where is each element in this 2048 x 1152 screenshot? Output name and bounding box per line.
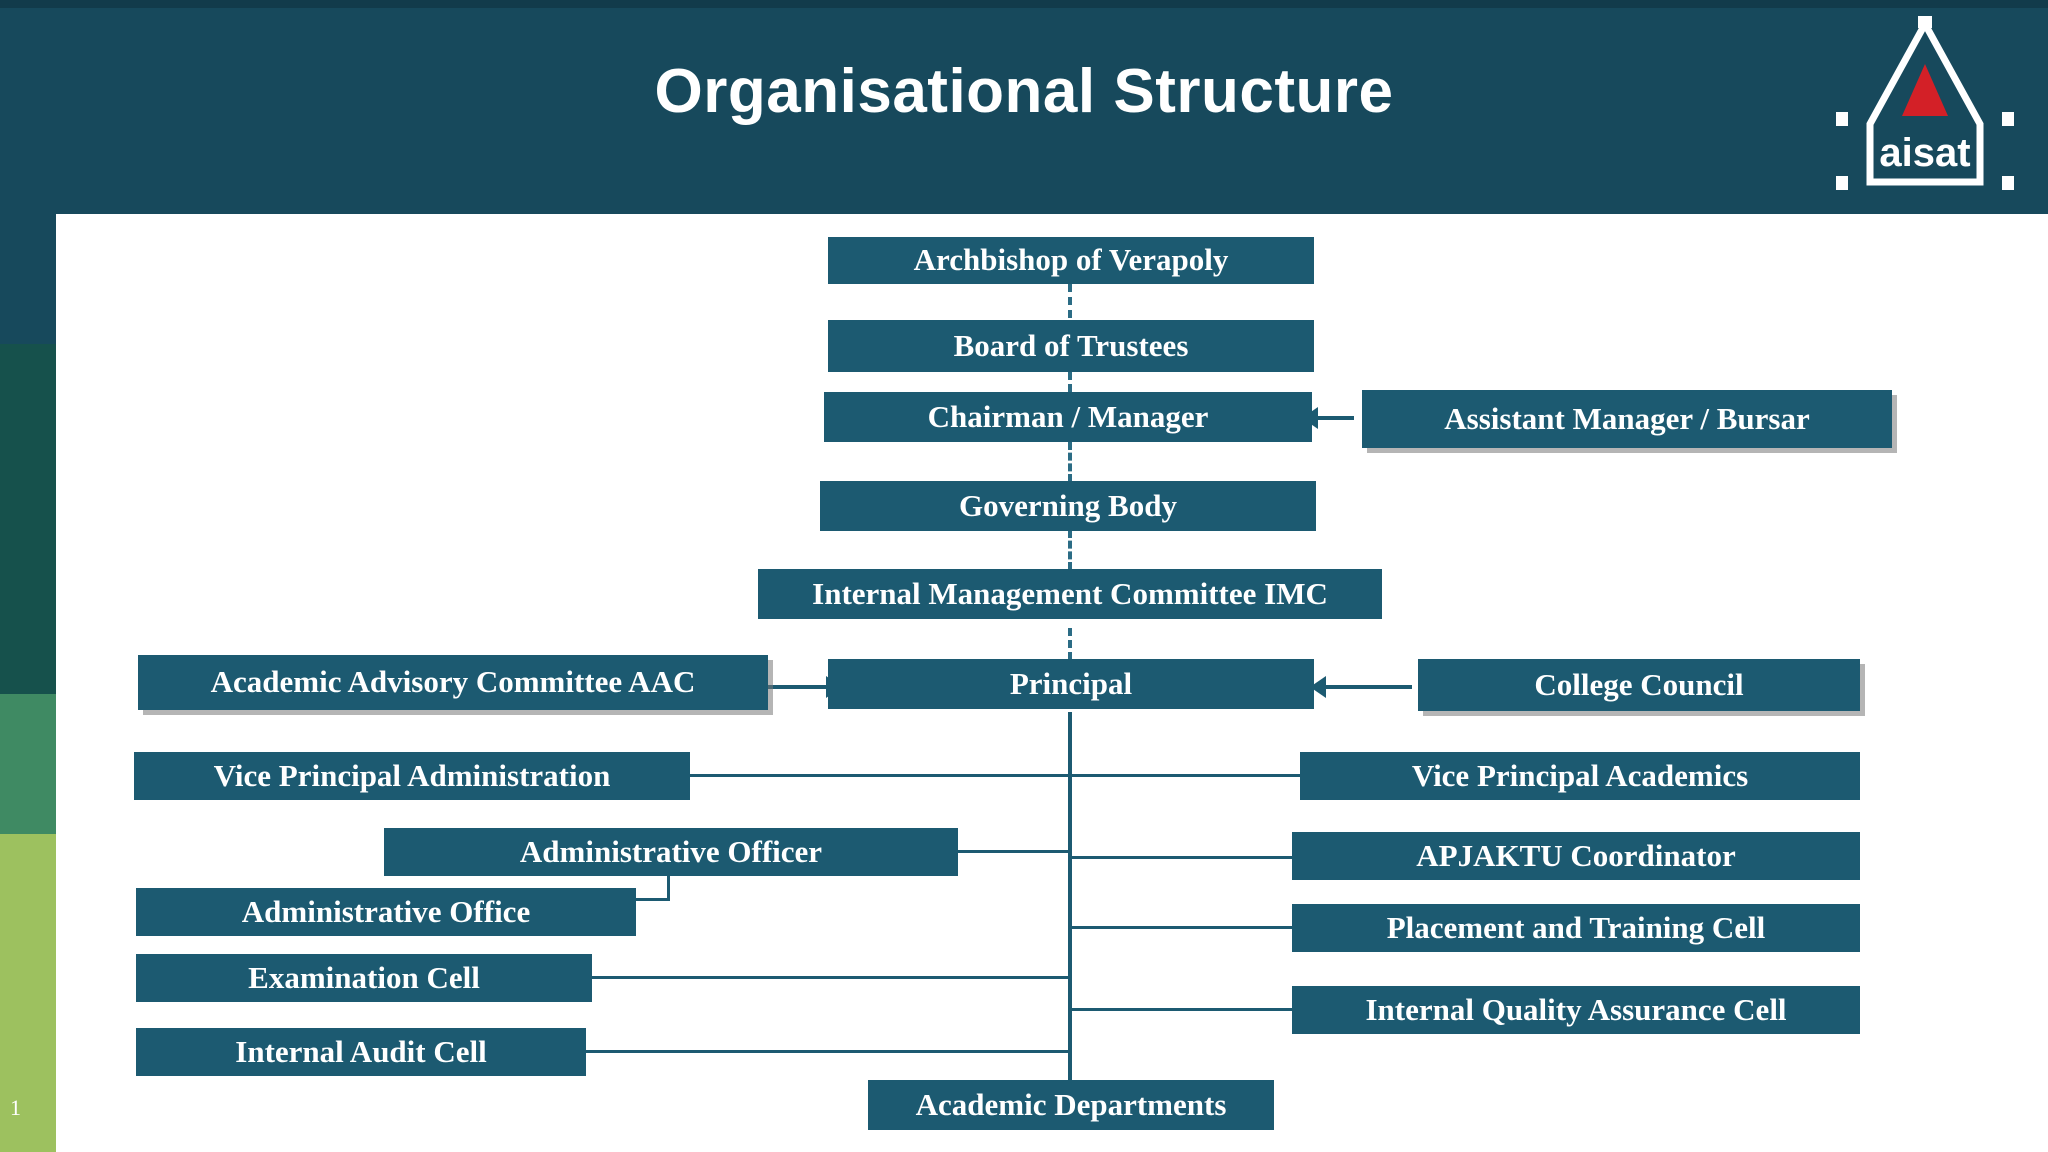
node-label: Administrative Officer: [519, 833, 823, 869]
slide-number: 1: [10, 1095, 21, 1120]
connector-vp-admin: [690, 774, 1070, 777]
node-administrative-office[interactable]: [136, 888, 636, 936]
node-label: Academic Advisory Committee AAC: [210, 664, 696, 700]
header-top-accent: [0, 0, 2048, 8]
node-label: Assistant Manager / Bursar: [1444, 400, 1810, 436]
node-governing-body[interactable]: [820, 481, 1316, 531]
node-label: Academic Departments: [915, 1086, 1227, 1122]
connector-placement: [1070, 926, 1294, 929]
svg-text:aisat: aisat: [1879, 131, 1971, 175]
connector-audit-cell: [586, 1050, 1070, 1053]
node-label: Governing Body: [959, 487, 1177, 523]
connector-board-chairman: [1068, 372, 1072, 392]
node-assistant-manager-bursar[interactable]: [1362, 390, 1892, 448]
connector-admin-officer: [958, 850, 1070, 853]
connector-admin-office-h: [636, 898, 670, 901]
node-administrative-officer[interactable]: [384, 828, 958, 876]
node-label: Vice Principal Academics: [1411, 757, 1749, 793]
connector-chairman-governing: [1068, 442, 1072, 482]
connector-governing-imc: [1068, 530, 1072, 570]
connector-exam-cell: [592, 976, 1070, 979]
node-label: Internal Management Committee IMC: [812, 575, 1328, 611]
node-examination-cell[interactable]: [136, 954, 592, 1002]
connector-ktu: [1070, 856, 1294, 859]
node-vice-principal-academics[interactable]: [1300, 752, 1860, 800]
node-apjaktu-coordinator[interactable]: [1292, 832, 1860, 880]
connector-council-principal: [1322, 685, 1412, 689]
node-label: Chairman / Manager: [927, 398, 1209, 434]
node-archbishop[interactable]: [828, 237, 1314, 284]
aisat-logo: [1830, 16, 2020, 198]
slide-header: [0, 0, 2048, 214]
connector-vp-academics: [1070, 774, 1300, 777]
sidebar-accent-3: [0, 694, 56, 834]
node-label: Internal Audit Cell: [235, 1033, 487, 1069]
node-label: Principal: [1009, 665, 1133, 701]
node-board-of-trustees[interactable]: [828, 320, 1314, 372]
node-label: Administrative Office: [241, 893, 531, 929]
node-placement-training-cell[interactable]: [1292, 904, 1860, 952]
node-label: Vice Principal Administration: [213, 757, 611, 793]
sidebar-accent-2: [0, 344, 56, 694]
sidebar-accent-4: [0, 834, 56, 1152]
node-college-council[interactable]: [1418, 659, 1860, 711]
node-internal-management-committee[interactable]: [758, 569, 1382, 619]
connector-iqac: [1070, 1008, 1294, 1011]
connector-principal-trunk: [1068, 712, 1072, 1080]
node-label: Placement and Training Cell: [1386, 909, 1766, 945]
connector-assistant-chairman: [1312, 416, 1354, 420]
connector-imc-principal: [1068, 628, 1072, 660]
node-academic-departments[interactable]: [868, 1080, 1274, 1130]
node-internal-audit-cell[interactable]: [136, 1028, 586, 1076]
node-vice-principal-administration[interactable]: [134, 752, 690, 800]
node-chairman-manager[interactable]: [824, 392, 1312, 442]
node-principal[interactable]: [828, 659, 1314, 709]
node-label: Internal Quality Assurance Cell: [1365, 991, 1787, 1027]
sidebar-accent-1: [0, 214, 56, 344]
node-internal-quality-assurance-cell[interactable]: [1292, 986, 1860, 1034]
page-title: Organisational Structure: [654, 57, 1394, 126]
node-label: Archbishop of Verapoly: [913, 242, 1229, 278]
node-label: Board of Trustees: [953, 327, 1189, 363]
node-label: Examination Cell: [248, 959, 480, 995]
node-academic-advisory-committee[interactable]: [138, 655, 768, 710]
node-label: APJAKTU Coordinator: [1416, 837, 1736, 873]
connector-admin-office-v: [667, 874, 670, 900]
node-label: College Council: [1534, 666, 1744, 702]
